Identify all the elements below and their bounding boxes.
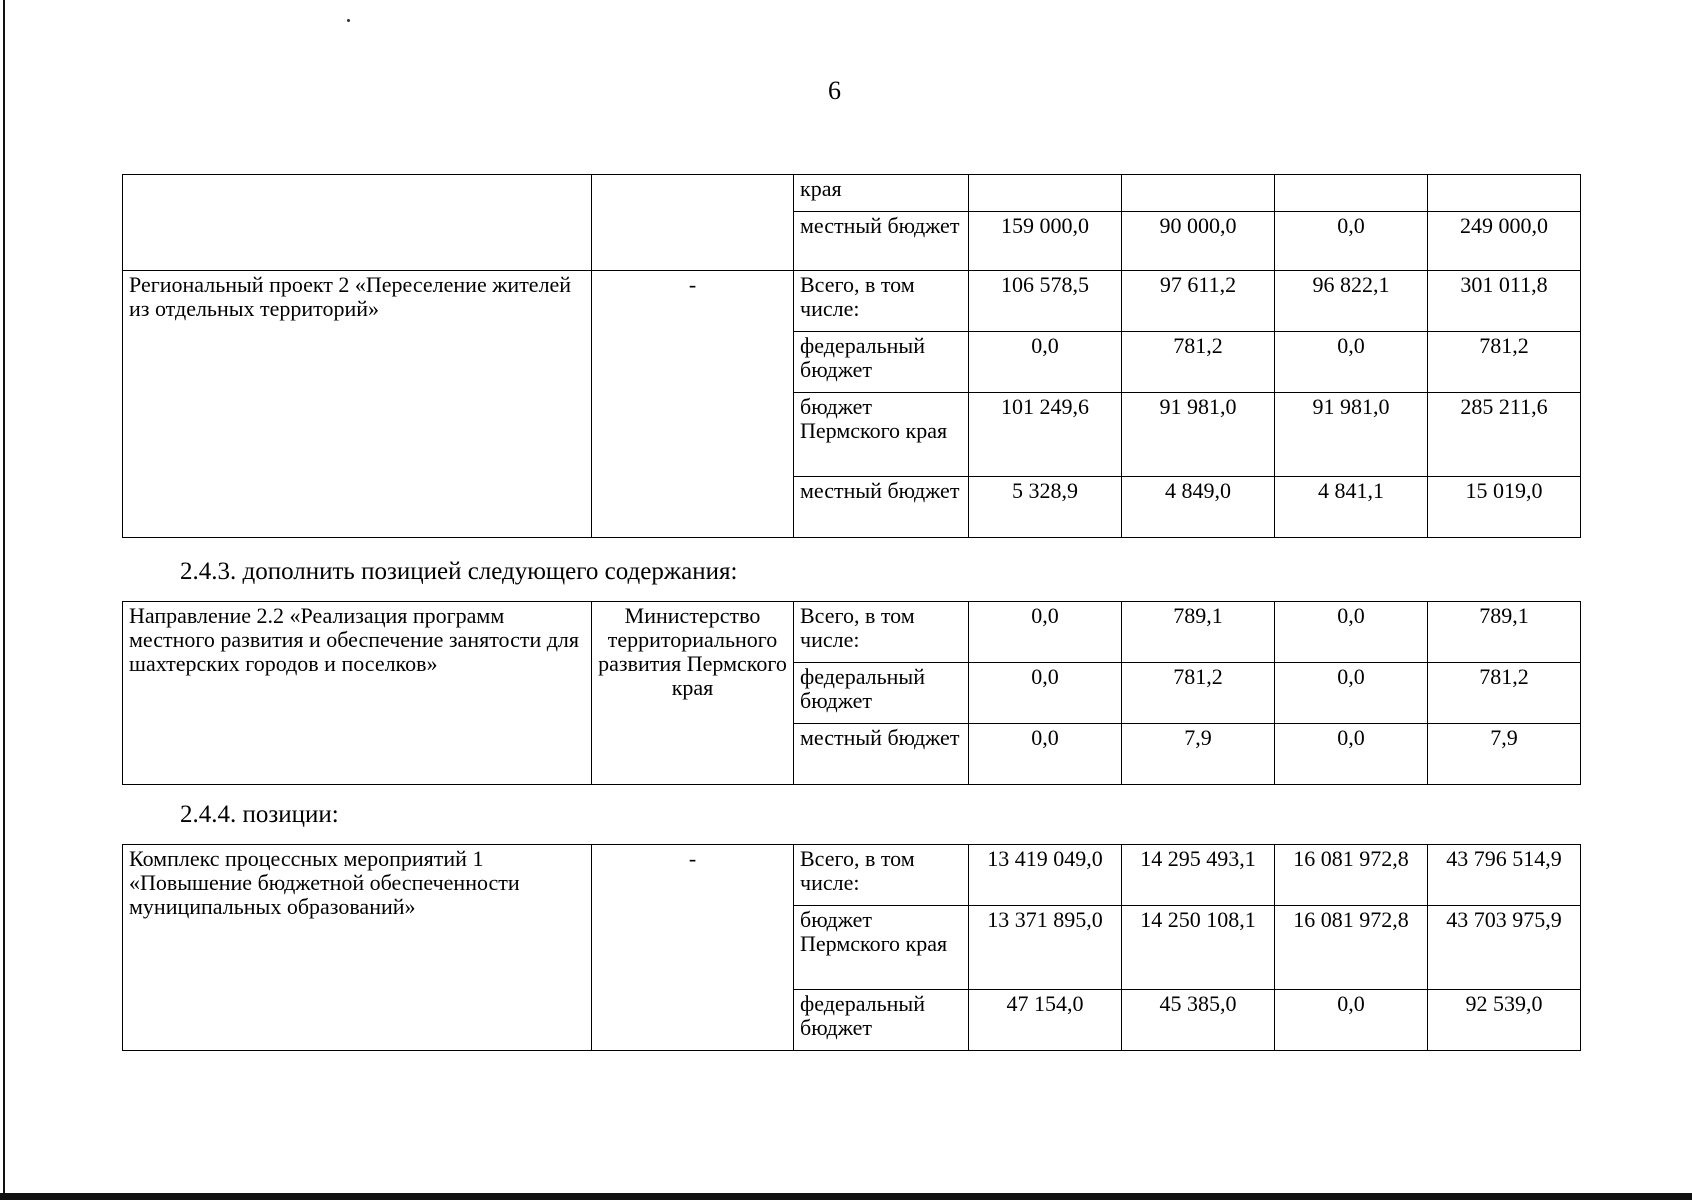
value-cell: 96 822,1: [1275, 271, 1428, 332]
value-cell: 781,2: [1122, 332, 1275, 393]
table-row: [123, 175, 1581, 212]
value-cell: 45 385,0: [1122, 990, 1275, 1051]
total-cell: [1428, 175, 1581, 212]
value-cell: 5 328,9: [969, 477, 1122, 538]
value-cell: 4 841,1: [1275, 477, 1428, 538]
value-cell: 97 611,2: [1122, 271, 1275, 332]
executor-cell: [592, 175, 794, 271]
source-cell: федеральный бюджет: [794, 990, 969, 1051]
table-row: [123, 845, 1581, 906]
value-cell: 0,0: [1275, 332, 1428, 393]
value-cell: 0,0: [969, 602, 1122, 663]
source-cell: Всего, в том числе:: [794, 271, 969, 332]
scan-border-bottom: [0, 1193, 1692, 1200]
table-row: [123, 602, 1581, 663]
value-cell: 13 371 895,0: [969, 906, 1122, 990]
source-cell: федеральный бюджет: [794, 663, 969, 724]
executor-cell: -: [592, 271, 794, 538]
value-cell: 16 081 972,8: [1275, 906, 1428, 990]
value-cell: [1275, 175, 1428, 212]
total-cell: 301 011,8: [1428, 271, 1581, 332]
value-cell: 0,0: [1275, 663, 1428, 724]
source-cell: бюджет Пермского края: [794, 393, 969, 477]
value-cell: 90 000,0: [1122, 212, 1275, 271]
value-cell: 13 419 049,0: [969, 845, 1122, 906]
source-cell: местный бюджет: [794, 477, 969, 538]
total-cell: 249 000,0: [1428, 212, 1581, 271]
source-cell: местный бюджет: [794, 212, 969, 271]
source-cell: местный бюджет: [794, 724, 969, 785]
scan-border-left: [3, 0, 5, 1200]
total-cell: 781,2: [1428, 332, 1581, 393]
table-continuation: [122, 174, 1581, 538]
name-cell: [123, 175, 592, 271]
value-cell: 7,9: [1122, 724, 1275, 785]
value-cell: 91 981,0: [1275, 393, 1428, 477]
value-cell: 16 081 972,8: [1275, 845, 1428, 906]
value-cell: 789,1: [1122, 602, 1275, 663]
value-cell: 14 295 493,1: [1122, 845, 1275, 906]
value-cell: 0,0: [1275, 724, 1428, 785]
executor-cell: -: [592, 845, 794, 1051]
total-cell: 92 539,0: [1428, 990, 1581, 1051]
total-cell: 285 211,6: [1428, 393, 1581, 477]
table-direction-2-2: [122, 601, 1581, 785]
value-cell: 781,2: [1122, 663, 1275, 724]
value-cell: 47 154,0: [969, 990, 1122, 1051]
scan-speck: [347, 19, 350, 22]
value-cell: 14 250 108,1: [1122, 906, 1275, 990]
name-cell: Региональный проект 2 «Переселение жителей из отдельных территорий»: [123, 271, 592, 538]
value-cell: 0,0: [969, 724, 1122, 785]
source-cell: края: [794, 175, 969, 212]
total-cell: 43 796 514,9: [1428, 845, 1581, 906]
table-process-complex-1: [122, 844, 1581, 1051]
source-cell: Всего, в том числе:: [794, 602, 969, 663]
value-cell: 0,0: [1275, 212, 1428, 271]
total-cell: 15 019,0: [1428, 477, 1581, 538]
total-cell: 789,1: [1428, 602, 1581, 663]
name-cell: Комплекс процессных мероприятий 1 «Повышение бюджетной обеспеченности муниципальных образований»: [123, 845, 592, 1051]
total-cell: 43 703 975,9: [1428, 906, 1581, 990]
total-cell: 781,2: [1428, 663, 1581, 724]
value-cell: 0,0: [1275, 602, 1428, 663]
value-cell: 159 000,0: [969, 212, 1122, 271]
page-number: 6: [828, 76, 841, 105]
value-cell: 0,0: [969, 332, 1122, 393]
value-cell: 91 981,0: [1122, 393, 1275, 477]
value-cell: 0,0: [1275, 990, 1428, 1051]
source-cell: Всего, в том числе:: [794, 845, 969, 906]
value-cell: 101 249,6: [969, 393, 1122, 477]
source-cell: федеральный бюджет: [794, 332, 969, 393]
section-heading-2-4-3: 2.4.3. дополнить позицией следующего содержания:: [180, 558, 738, 585]
value-cell: [969, 175, 1122, 212]
value-cell: [1122, 175, 1275, 212]
executor-cell: Министерство территориального развития Пермского края: [592, 602, 794, 785]
table-row: [123, 271, 1581, 332]
value-cell: 4 849,0: [1122, 477, 1275, 538]
total-cell: 7,9: [1428, 724, 1581, 785]
source-cell: бюджет Пермского края: [794, 906, 969, 990]
name-cell: Направление 2.2 «Реализация программ местного развития и обеспечение занятости для шахтерских городов и поселков»: [123, 602, 592, 785]
value-cell: 0,0: [969, 663, 1122, 724]
value-cell: 106 578,5: [969, 271, 1122, 332]
section-heading-2-4-4: 2.4.4. позиции:: [180, 801, 339, 828]
